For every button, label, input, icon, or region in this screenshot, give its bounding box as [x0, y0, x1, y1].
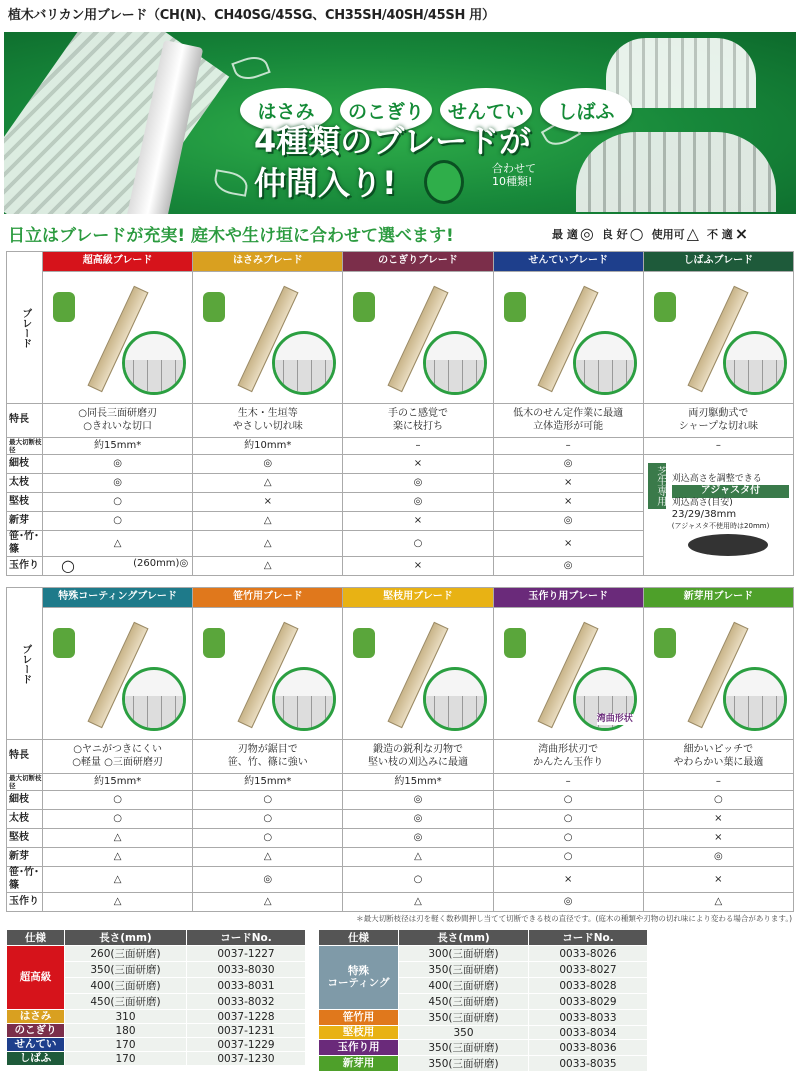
row-label: 堅枝: [7, 493, 43, 512]
feature-cell: [193, 404, 343, 438]
spec-code: 0033-8035: [529, 1056, 648, 1072]
spec-code: 0033-8032: [187, 994, 306, 1010]
spec-length: 180: [65, 1024, 187, 1038]
spec-category: はさみ: [7, 1010, 65, 1024]
spec-header: 長さ(mm): [65, 930, 187, 946]
feature-cell: [43, 404, 193, 438]
rating-cell: ◎: [343, 493, 493, 512]
feature-cell: [493, 404, 643, 438]
row-label-blade: ブレード: [7, 588, 43, 740]
feature-line: ○同長三面研磨刃: [78, 408, 157, 419]
spec-length: 400(三面研磨): [65, 978, 187, 994]
leaf-icon: [212, 169, 249, 197]
rating-cell: ◎: [493, 557, 643, 576]
max-dia-cell: –: [643, 438, 793, 455]
rating-cell: ◎: [343, 474, 493, 493]
spec-code: 0037-1228: [187, 1010, 306, 1024]
blade-image: [343, 608, 493, 740]
feature-line: 生木・生垣等: [237, 408, 298, 419]
subheading: 日立はブレードが充実! 庭木や生け垣に合わせて選べます!: [8, 226, 454, 246]
mascot-icon: [424, 160, 464, 204]
rating-cell: ×: [643, 829, 793, 848]
legend-ok-sym: △: [686, 224, 699, 243]
feature-line: 湾曲形状刃で: [538, 744, 599, 755]
row-label: 笹･竹･篠: [7, 531, 43, 557]
spec-header: コードNo.: [529, 930, 648, 946]
spec-length: 170: [65, 1038, 187, 1052]
rating-cell: ○: [493, 829, 643, 848]
blade-image: [643, 272, 793, 404]
footnote: ＊最大切断枝径は刃を軽く数秒間押し当てて切断できる枝の直径です。(庭木の種類や刃物の切れ味により変わる場合があります。): [356, 914, 792, 923]
spec-category: 堅枝用: [319, 1026, 399, 1040]
hero-banner: [4, 32, 796, 214]
legend-good: 良 好: [601, 228, 628, 241]
col-header: はさみブレード: [193, 252, 343, 272]
feature-line: 両刃駆動式で: [688, 408, 749, 419]
feature-line: 鍛造の鋭利な刃物で: [372, 744, 463, 755]
feature-line: ○軽量 ○三面研磨刃: [72, 756, 163, 768]
tama-cell: [43, 557, 193, 576]
spec-code: 0037-1229: [187, 1038, 306, 1052]
feature-cell: [43, 740, 193, 774]
rating-cell: △: [343, 893, 493, 912]
rating-cell: ◎: [43, 455, 193, 474]
tag-nokogiri: のこぎり: [340, 88, 432, 132]
max-dia-cell: 約15mm*: [43, 438, 193, 455]
row-label-maxdia: 最大切断枝径: [7, 438, 43, 455]
spec-code: 0033-8028: [529, 978, 648, 994]
rating-cell: ×: [493, 474, 643, 493]
bubble: [492, 162, 536, 188]
feature-line: 楽に枝打ち: [392, 420, 443, 432]
rating-cell: ×: [493, 531, 643, 557]
col-header: のこぎりブレード: [343, 252, 493, 272]
shiba-side: 芝生専用: [648, 463, 666, 509]
spec-category: 超高級: [7, 946, 65, 1010]
rating-cell: ○: [43, 810, 193, 829]
blade-image: [193, 608, 343, 740]
shiba-l4: (アジャスタ不使用時は20mm): [671, 521, 770, 530]
spec-category: 笹竹用: [319, 1010, 399, 1026]
rating-cell: ×: [643, 810, 793, 829]
feature-line: かんたん玉作り: [533, 756, 604, 768]
rating-cell: ○: [193, 791, 343, 810]
bubble-1: 合わせて: [492, 162, 536, 175]
spec-header: 仕様: [319, 930, 399, 946]
col-header: しばふブレード: [643, 252, 793, 272]
rating-cell: △: [43, 893, 193, 912]
adjuster-image: [688, 534, 768, 556]
rating-cell: ◎: [343, 810, 493, 829]
rating-cell: ◎: [193, 867, 343, 893]
legend: [552, 226, 748, 242]
comb-blade-photo: [606, 38, 756, 108]
curved-badge: 湾曲形状: [596, 713, 633, 724]
feature-line: やわらかい葉に最適: [673, 756, 764, 768]
shiba-l2: 刈込高さ(目安): [671, 497, 733, 508]
spec-category: 玉作り用: [319, 1040, 399, 1056]
spec-length: 350(三面研磨): [399, 1010, 529, 1026]
row-label: 新芽: [7, 512, 43, 531]
page-title: 植木バリカン用ブレード（CH(N)、CH40SG/45SG、CH35SH/40SH/45SH 用）: [8, 8, 495, 23]
rating-cell: ○: [193, 810, 343, 829]
row-label-maxdia: 最大切断枝径: [7, 774, 43, 791]
feature-line: 笹、竹、篠に強い: [227, 756, 308, 768]
rating-cell: ◎: [493, 512, 643, 531]
rating-cell: △: [193, 848, 343, 867]
rating-cell: ◎: [343, 791, 493, 810]
spec-length: 310: [65, 1010, 187, 1024]
row-label: 太枝: [7, 810, 43, 829]
blade-table-2: [6, 587, 794, 912]
spec-code: 0033-8026: [529, 946, 648, 962]
shiba-l1: 刈込高さを調整できる: [671, 474, 762, 485]
legend-good-sym: ○: [629, 224, 644, 243]
feature-cell: [643, 404, 793, 438]
spec-code: 0033-8029: [529, 994, 648, 1010]
spec-length: 450(三面研磨): [399, 994, 529, 1010]
spec-code: 0033-8036: [529, 1040, 648, 1056]
feature-line: 立体造形が可能: [533, 420, 604, 432]
max-dia-cell: 約15mm*: [343, 774, 493, 791]
headline-2: 仲間入り!: [254, 164, 397, 202]
rating-cell: ○: [493, 810, 643, 829]
rating-cell: ○: [43, 791, 193, 810]
feature-cell: [493, 740, 643, 774]
spec-table-right: [318, 929, 648, 1072]
spec-category: せんてい: [7, 1038, 65, 1052]
spec-category: 特殊 コーティング: [319, 946, 399, 1010]
spec-length: 170: [65, 1052, 187, 1066]
max-dia-cell: 約15mm*: [43, 774, 193, 791]
max-dia-cell: –: [493, 438, 643, 455]
rating-cell: △: [193, 531, 343, 557]
rating-cell: ×: [493, 867, 643, 893]
feature-cell: [343, 740, 493, 774]
spec-length: 350(三面研磨): [399, 1040, 529, 1056]
col-header: 玉作り用ブレード: [493, 588, 643, 608]
blade-image: [193, 272, 343, 404]
max-dia-cell: 約10mm*: [193, 438, 343, 455]
max-dia-cell: –: [493, 774, 643, 791]
feature-cell: [643, 740, 793, 774]
row-label: 細枝: [7, 455, 43, 474]
leaf-icon: [231, 52, 270, 84]
rating-cell: △: [43, 848, 193, 867]
rating-cell: ×: [493, 493, 643, 512]
col-header: 超高級ブレード: [43, 252, 193, 272]
row-label: 玉作り: [7, 557, 43, 576]
feature-line: シャープな切れ味: [678, 420, 759, 432]
shiba-l3: 23/29/38mm: [671, 509, 737, 521]
rating-cell: ◎: [43, 474, 193, 493]
shiba-badge: アジャスタ付: [672, 485, 789, 498]
legend-ng: 不 適: [706, 228, 733, 241]
col-header: 新芽用ブレード: [643, 588, 793, 608]
blade-image: [493, 608, 643, 740]
tama-left: ○: [61, 556, 75, 576]
rating-cell: ×: [343, 512, 493, 531]
tama-right: (260mm)◎: [133, 558, 189, 570]
rating-cell: ◎: [643, 848, 793, 867]
feature-cell: [193, 740, 343, 774]
max-dia-cell: 約15mm*: [193, 774, 343, 791]
tag-hasami: はさみ: [240, 88, 332, 132]
bubble-2: 10種類!: [492, 175, 533, 189]
blade-image: [43, 608, 193, 740]
spec-category: 新芽用: [319, 1056, 399, 1072]
spec-code: 0037-1230: [187, 1052, 306, 1066]
row-label: 太枝: [7, 474, 43, 493]
spec-length: 350: [399, 1026, 529, 1040]
rating-cell: △: [193, 893, 343, 912]
rating-cell: △: [193, 474, 343, 493]
spec-table-left: [6, 929, 306, 1066]
rating-cell: ○: [493, 848, 643, 867]
legend-ok: 使用可: [651, 228, 685, 241]
rating-cell: ×: [343, 557, 493, 576]
spec-header: コードNo.: [187, 930, 306, 946]
rating-cell: ○: [193, 829, 343, 848]
legend-best-sym: ◎: [579, 224, 594, 243]
rating-cell: ○: [43, 493, 193, 512]
rating-cell: △: [343, 848, 493, 867]
spec-length: 400(三面研磨): [399, 978, 529, 994]
rating-cell: ×: [193, 493, 343, 512]
feature-line: ○ヤニがつきにくい: [73, 744, 162, 755]
row-label-blade: ブレード: [7, 252, 43, 404]
spec-code: 0033-8034: [529, 1026, 648, 1040]
max-dia-cell: –: [343, 438, 493, 455]
col-header: 笹竹用ブレード: [193, 588, 343, 608]
row-label-feature: 特長: [7, 740, 43, 774]
feature-line: 堅い枝の刈込みに最適: [367, 756, 468, 768]
rating-cell: △: [43, 531, 193, 557]
tag-sentei: せんてい: [440, 88, 532, 132]
headline-1: 4種類のブレードが: [254, 122, 531, 160]
subheading-row: [0, 218, 800, 248]
spec-code: 0037-1227: [187, 946, 306, 962]
blade-image: [643, 608, 793, 740]
rating-cell: ◎: [193, 455, 343, 474]
tag-shibafu: しばふ: [540, 88, 632, 132]
rating-cell: △: [193, 512, 343, 531]
rating-cell: ◎: [343, 829, 493, 848]
spec-code: 0033-8027: [529, 962, 648, 978]
blade-image: [343, 272, 493, 404]
row-label: 細枝: [7, 791, 43, 810]
shiba-panel: [643, 455, 793, 576]
rating-cell: ○: [43, 512, 193, 531]
spec-code: 0033-8030: [187, 962, 306, 978]
rating-cell: ○: [343, 867, 493, 893]
rating-cell: △: [43, 867, 193, 893]
row-label: 玉作り: [7, 893, 43, 912]
rating-cell: △: [643, 893, 793, 912]
spec-code: 0033-8033: [529, 1010, 648, 1026]
spec-category: のこぎり: [7, 1024, 65, 1038]
feature-line: 刃物が鋸目で: [237, 744, 298, 755]
rating-cell: ○: [643, 791, 793, 810]
blade-table-1: [6, 251, 794, 576]
col-header: せんていブレード: [493, 252, 643, 272]
row-label: 笹･竹･篠: [7, 867, 43, 893]
rating-cell: △: [43, 829, 193, 848]
blade-image: [43, 272, 193, 404]
spec-length: 450(三面研磨): [65, 994, 187, 1010]
row-label-feature: 特長: [7, 404, 43, 438]
fan-blade-photo: [576, 132, 776, 212]
spec-category: しばふ: [7, 1052, 65, 1066]
col-header: 堅枝用ブレード: [343, 588, 493, 608]
rating-cell: ◎: [493, 455, 643, 474]
rating-cell: ◎: [493, 893, 643, 912]
row-label: 堅枝: [7, 829, 43, 848]
feature-line: やさしい切れ味: [232, 420, 303, 432]
spec-code: 0037-1231: [187, 1024, 306, 1038]
col-header: 特殊コーティングブレード: [43, 588, 193, 608]
spec-length: 350(三面研磨): [65, 962, 187, 978]
rating-cell: ×: [643, 867, 793, 893]
max-dia-cell: –: [643, 774, 793, 791]
legend-best: 最 適: [552, 228, 578, 241]
spec-length: 300(三面研磨): [399, 946, 529, 962]
spec-code: 0033-8031: [187, 978, 306, 994]
feature-line: ○きれいな切口: [83, 420, 152, 432]
rating-cell: ×: [343, 455, 493, 474]
feature-line: 手のこ感覚で: [387, 408, 448, 419]
rating-cell: ○: [493, 791, 643, 810]
spec-header: 長さ(mm): [399, 930, 529, 946]
feature-cell: [343, 404, 493, 438]
spec-length: 350(三面研磨): [399, 962, 529, 978]
rating-cell: △: [193, 557, 343, 576]
spec-length: 350(三面研磨): [399, 1056, 529, 1072]
spec-header: 仕様: [7, 930, 65, 946]
row-label: 新芽: [7, 848, 43, 867]
legend-ng-sym: ×: [734, 224, 749, 243]
rating-cell: ○: [343, 531, 493, 557]
spec-length: 260(三面研磨): [65, 946, 187, 962]
feature-line: 低木のせん定作業に最適: [513, 408, 624, 419]
feature-line: 細かいピッチで: [683, 744, 754, 755]
blade-image: [493, 272, 643, 404]
